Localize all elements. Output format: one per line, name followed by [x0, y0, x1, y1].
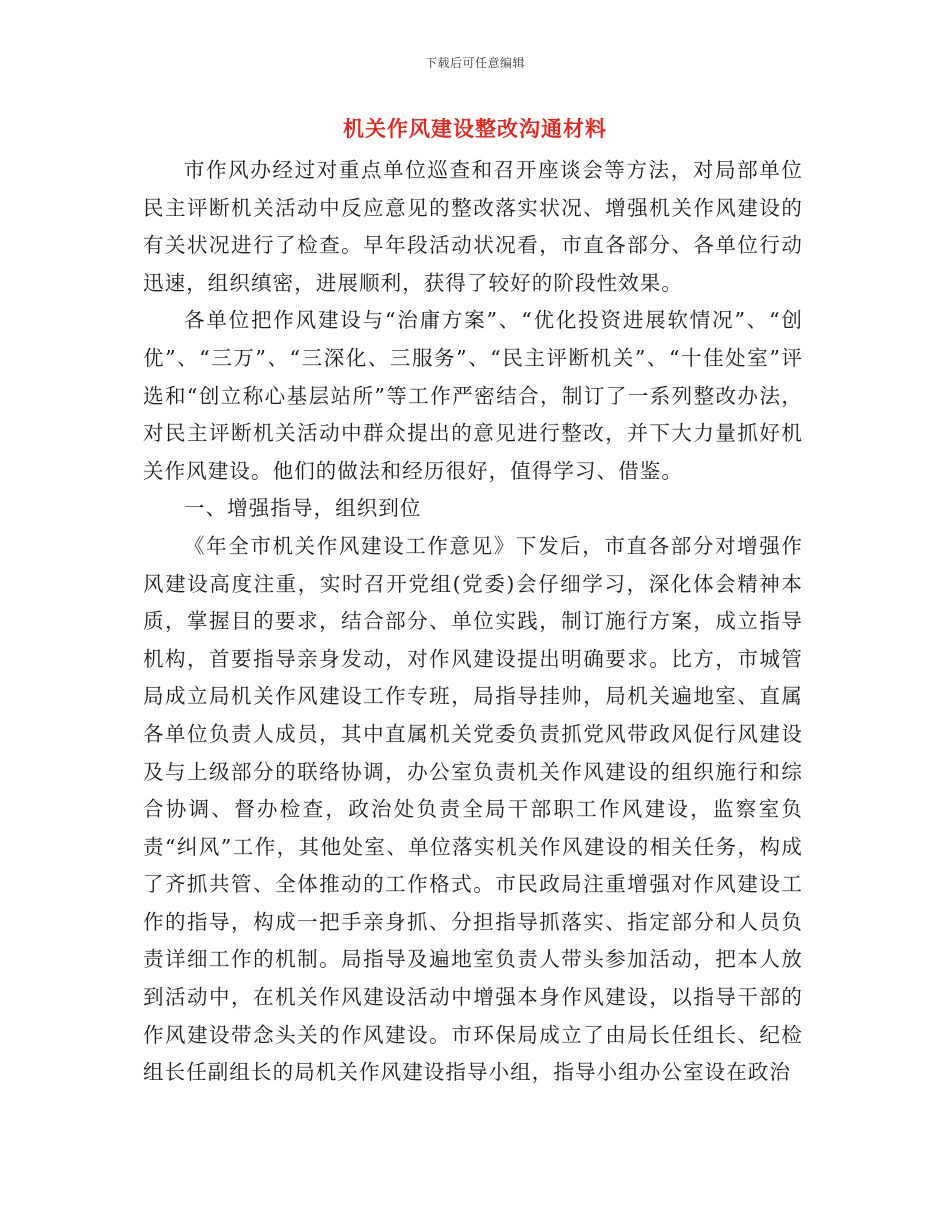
header-note: 下载后可任意编辑 — [424, 56, 525, 70]
paragraph-section-1: 《年全市机关作风建设工作意见》下发后，市直各部分对增强作风建设高度注重，实时召开党组(党委)会仔细学习，深化体会精神本质，掌握目的要求，结合部分、单位实践，制订施行方案，成立指导机构，首要指导亲身发动，对作风建设提出明确要求。比方，市城管局成立局机关作风建设工作专班，局指导挂帅，局机关遍地室、直属各单位负责人成员，其中直属机关党委负责抓党风带政风促行风建设及与上级部分的联络协调，办公室负责机关作风建设的组织施行和综合协调、督办检查，政治处负责全局干部职工作风建设，监察室负责“纠风”工作，其他处室、单位落实机关作风建设的相关任务，构成了齐抓共管、全体推动的工作格式。市民政局注重增强对作风建设工作的指导，构成一把手亲身抓、分担指导抓落实、指定部分和人员负责详细工作的机制。局指导及遍地室负责人带头参加活动，把本人放到活动中，在机关作风建设活动中增强本身作风建设，以指导干部的作风建设带念头关的作风建设。市环保局成立了由局长任组长、纪检组长任副组长的局机关作风建设指导小组，指导小组办公室设在政治 — [143, 533, 803, 1085]
section-heading-1: 一、增强指导，组织到位 — [184, 496, 422, 521]
paragraph-intro: 市作风办经过对重点单位巡查和召开座谈会等方法，对局部单位民主评断机关活动中反应意见的整改落实状况、增强机关作风建设的有关状况进行了检查。早年段活动状况看，市直各部分、各单位行动迅速，组织缜密，进展顺利，获得了较好的阶段性效果。 — [143, 158, 803, 295]
document-body — [143, 152, 803, 1092]
paragraph-units: 各单位把作风建设与“治庸方案”、“优化投资进展软情况”、“创优”、“三万”、“三深化、三服务”、“民主评断机关”、“十佳处室”评选和“创立称心基层站所”等工作严密结合，制订了一系列整改办法，对民主评断机关活动中群众提出的意见进行整改，并下大力量抓好机关作风建设。他们的做法和经历很好，值得学习、借鉴。 — [143, 308, 803, 483]
document-title: 机关作风建设整改沟通材料 — [343, 116, 607, 141]
